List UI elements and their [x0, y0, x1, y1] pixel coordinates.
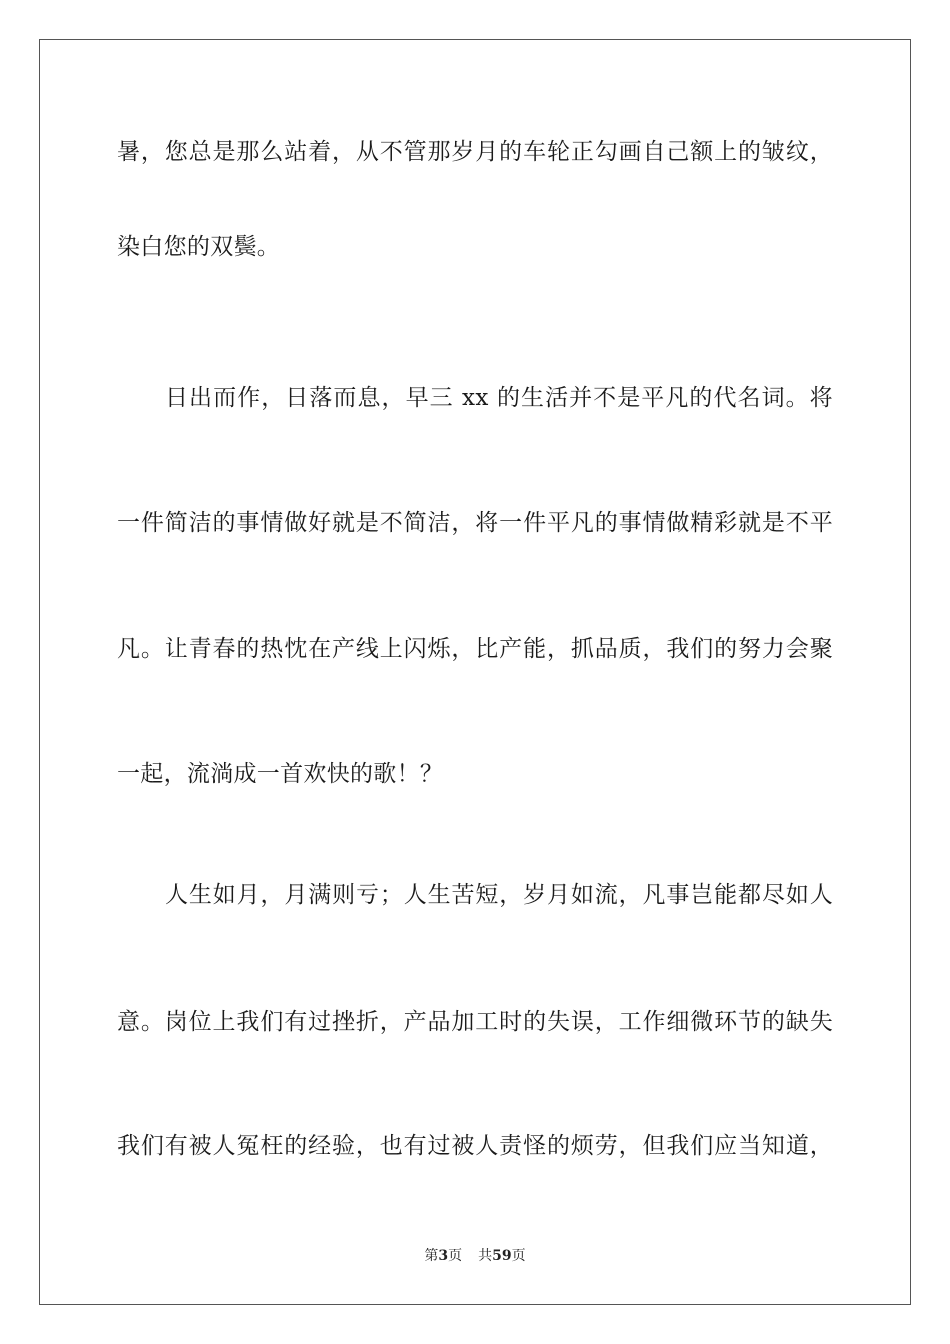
footer-total-suffix: 页	[511, 1248, 526, 1264]
body-text-line-3: 日出而作，日落而息，早三 xx 的生活并不是平凡的代名词。将	[165, 385, 833, 411]
body-text-line-2: 染白您的双鬓。	[117, 234, 281, 260]
body-text-line-6: 一起，流淌成一首欢快的歌！？	[117, 761, 444, 787]
page-border	[39, 39, 911, 1305]
body-text-line-1: 暑，您总是那么站着，从不管那岁月的车轮正勾画自己额上的皱纹，	[117, 139, 833, 165]
body-text-line-9: 我们有被人冤枉的经验，也有过被人责怪的烦劳，但我们应当知道，	[117, 1133, 833, 1159]
page-footer	[0, 1246, 950, 1266]
footer-page-suffix: 页	[448, 1248, 463, 1264]
footer-page-prefix: 第	[424, 1248, 439, 1264]
body-text-line-7: 人生如月，月满则亏；人生苦短，岁月如流，凡事岂能都尽如人	[165, 882, 833, 908]
body-text-line-8: 意。岗位上我们有过挫折，产品加工时的失误，工作细微环节的缺失	[117, 1009, 833, 1035]
footer-total-prefix: 共	[478, 1248, 493, 1264]
body-text-line-5: 凡。让青春的热忱在产线上闪烁，比产能，抓品质，我们的努力会聚	[117, 636, 833, 662]
body-text-line-4: 一件简洁的事情做好就是不简洁，将一件平凡的事情做精彩就是不平	[117, 510, 833, 536]
footer-total-pages: 59	[492, 1248, 512, 1264]
footer-page-number: 3	[438, 1248, 449, 1264]
